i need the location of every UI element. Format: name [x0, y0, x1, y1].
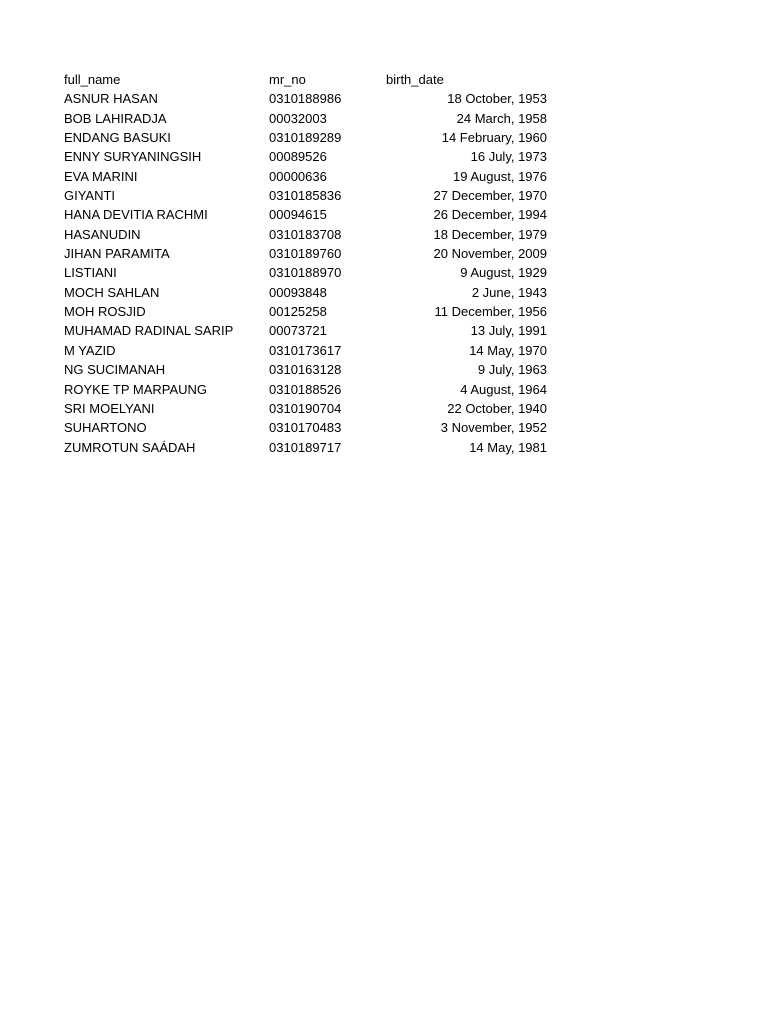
- cell-birth-date: 11 December, 1956: [434, 304, 547, 320]
- table-row: [64, 399, 554, 418]
- cell-mr-no: 0310188970: [269, 265, 342, 281]
- cell-mr-no: 0310185836: [269, 188, 342, 204]
- cell-birth-date: 3 November, 1952: [440, 420, 547, 436]
- cell-full-name: SUHARTONO: [64, 420, 147, 436]
- table-row: [64, 263, 554, 282]
- cell-mr-no: 0310190704: [269, 400, 342, 416]
- cell-mr-no: 0310173617: [269, 342, 342, 358]
- cell-mr-no: 0310183708: [269, 226, 342, 242]
- cell-full-name: JIHAN PARAMITA: [64, 246, 170, 262]
- header-birth-date: birth_date: [386, 72, 444, 87]
- cell-mr-no: 00032003: [269, 110, 327, 126]
- cell-birth-date: 18 October, 1953: [447, 91, 547, 107]
- cell-full-name: GIYANTI: [64, 188, 116, 204]
- table-row: [64, 225, 554, 244]
- table-row: [64, 321, 554, 340]
- cell-mr-no: 0310189760: [269, 246, 342, 262]
- cell-mr-no: 0310163128: [269, 362, 342, 378]
- cell-mr-no: 00094615: [269, 207, 327, 223]
- table-row: [64, 360, 554, 379]
- cell-mr-no: 0310170483: [269, 420, 342, 436]
- cell-full-name: BOB LAHIRADJA: [64, 110, 167, 126]
- cell-full-name: M YAZID: [64, 342, 116, 358]
- cell-full-name: MOH ROSJID: [64, 304, 146, 320]
- cell-mr-no: 0310189717: [269, 439, 342, 455]
- cell-birth-date: 4 August, 1964: [460, 381, 547, 397]
- cell-full-name: HANA DEVITIA RACHMI: [64, 207, 208, 223]
- cell-birth-date: 24 March, 1958: [456, 110, 547, 126]
- header-full-name: full_name: [64, 72, 121, 87]
- cell-birth-date: 27 December, 1970: [433, 188, 547, 204]
- table-row: [64, 167, 554, 186]
- table-row: [64, 186, 554, 205]
- cell-birth-date: 14 February, 1960: [441, 130, 547, 146]
- header-mr-no: mr_no: [269, 72, 306, 87]
- cell-full-name: MOCH SAHLAN: [64, 284, 160, 300]
- table-row: [64, 438, 554, 457]
- cell-full-name: ENNY SURYANINGSIH: [64, 149, 202, 165]
- cell-mr-no: 00093848: [269, 284, 327, 300]
- cell-birth-date: 13 July, 1991: [470, 323, 547, 339]
- patient-table: [64, 70, 554, 457]
- cell-birth-date: 9 July, 1963: [477, 362, 547, 378]
- table-body: [64, 89, 554, 457]
- table-row: [64, 341, 554, 360]
- cell-full-name: SRI MOELYANI: [64, 400, 155, 416]
- cell-mr-no: 00073721: [269, 323, 327, 339]
- cell-mr-no: 0310188986: [269, 91, 342, 107]
- cell-full-name: NG SUCIMANAH: [64, 362, 166, 378]
- cell-birth-date: 18 December, 1979: [433, 226, 547, 242]
- cell-birth-date: 9 August, 1929: [460, 265, 547, 281]
- cell-full-name: ENDANG BASUKI: [64, 130, 171, 146]
- table-row: [64, 283, 554, 302]
- cell-full-name: ASNUR HASAN: [64, 91, 158, 107]
- cell-full-name: MUHAMAD RADINAL SARIP: [64, 323, 234, 339]
- table-row: [64, 109, 554, 128]
- table-row: [64, 418, 554, 437]
- cell-mr-no: 0310188526: [269, 381, 342, 397]
- table-row: [64, 147, 554, 166]
- cell-birth-date: 26 December, 1994: [433, 207, 547, 223]
- cell-birth-date: 14 May, 1970: [469, 342, 547, 358]
- cell-birth-date: 22 October, 1940: [447, 400, 547, 416]
- cell-birth-date: 16 July, 1973: [470, 149, 547, 165]
- cell-birth-date: 19 August, 1976: [453, 168, 547, 184]
- cell-full-name: HASANUDIN: [64, 226, 141, 242]
- cell-mr-no: 00089526: [269, 149, 327, 165]
- cell-mr-no: 0310189289: [269, 130, 342, 146]
- table-row: [64, 302, 554, 321]
- cell-mr-no: 00125258: [269, 304, 327, 320]
- table-row: [64, 205, 554, 224]
- table-row: [64, 128, 554, 147]
- table-row: [64, 244, 554, 263]
- cell-birth-date: 14 May, 1981: [469, 439, 547, 455]
- cell-full-name: EVA MARINI: [64, 168, 138, 184]
- cell-full-name: ZUMROTUN SAÁDAH: [64, 439, 196, 455]
- table-row: [64, 380, 554, 399]
- table-row: [64, 89, 554, 108]
- cell-mr-no: 00000636: [269, 168, 327, 184]
- table-header-row: [64, 70, 554, 89]
- cell-birth-date: 2 June, 1943: [471, 284, 547, 300]
- cell-birth-date: 20 November, 2009: [433, 246, 547, 262]
- cell-full-name: LISTIANI: [64, 265, 117, 281]
- cell-full-name: ROYKE TP MARPAUNG: [64, 381, 208, 397]
